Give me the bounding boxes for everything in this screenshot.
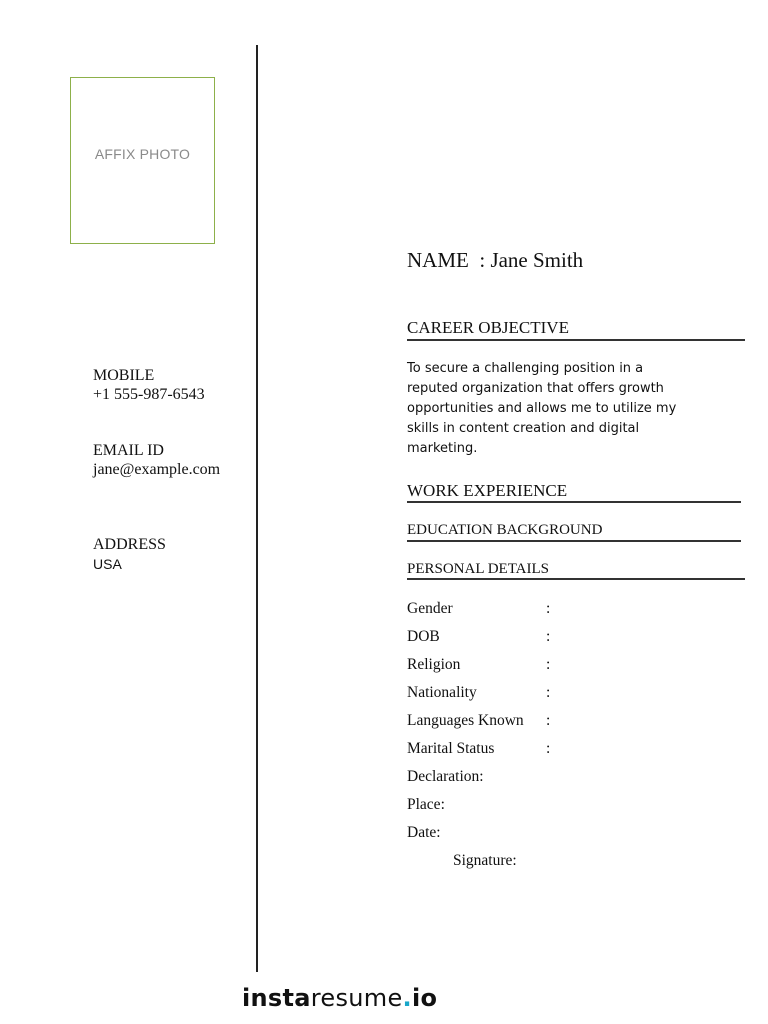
dob-row [407,628,551,646]
name-line [407,248,583,273]
email-value: jane@example.com [93,461,221,478]
religion-label: Religion [407,656,461,673]
religion-colon: : [546,656,551,673]
languages-label: Languages Known [407,712,524,729]
brand-part-resume: resume [310,984,403,1012]
address-value: USA [93,556,122,572]
career-objective-heading: CAREER OBJECTIVE [407,318,569,337]
religion-row [407,656,551,674]
gender-colon: : [546,600,551,617]
photo-placeholder-label: AFFIX PHOTO [94,145,191,162]
career-objective-text: To secure a challenging position in a reputed organization that offers growth opportunities and allows me to utilize my skills in content creation and digital marketing. [407,361,677,456]
column-divider [256,45,258,972]
work-experience-rule [407,501,741,503]
date-label: Date: [407,824,441,841]
mobile-value: +1 555-987-6543 [93,386,205,403]
email-label: EMAIL ID [93,442,164,459]
nationality-colon: : [546,684,551,701]
place-label: Place: [407,796,445,813]
address-label: ADDRESS [93,536,166,553]
gender-row [407,600,551,618]
languages-colon: : [546,712,551,729]
brand-part-io: io [411,984,438,1012]
brand-part-dot: . [402,984,412,1012]
education-heading: EDUCATION BACKGROUND [407,522,603,538]
dob-label: DOB [407,628,440,645]
nationality-label: Nationality [407,684,477,701]
personal-details-rule [407,578,745,580]
languages-row [407,712,551,730]
marital-row [407,740,551,758]
mobile-label: MOBILE [93,367,155,384]
gender-label: Gender [407,600,453,617]
name-value: Jane Smith [490,248,584,272]
instaresume-logo [242,984,437,1012]
name-label: NAME [407,248,469,272]
name-separator: : [479,248,486,272]
marital-label: Marital Status [407,740,495,757]
photo-placeholder [70,77,215,244]
marital-colon: : [546,740,551,757]
signature-label: Signature: [453,852,517,869]
personal-details-heading: PERSONAL DETAILS [407,561,549,577]
nationality-row [407,684,551,702]
declaration-label: Declaration: [407,768,484,785]
dob-colon: : [546,628,551,645]
education-rule [407,540,741,542]
career-objective-rule [407,339,745,341]
work-experience-heading: WORK EXPERIENCE [407,481,568,500]
brand-part-insta: insta [242,984,311,1012]
